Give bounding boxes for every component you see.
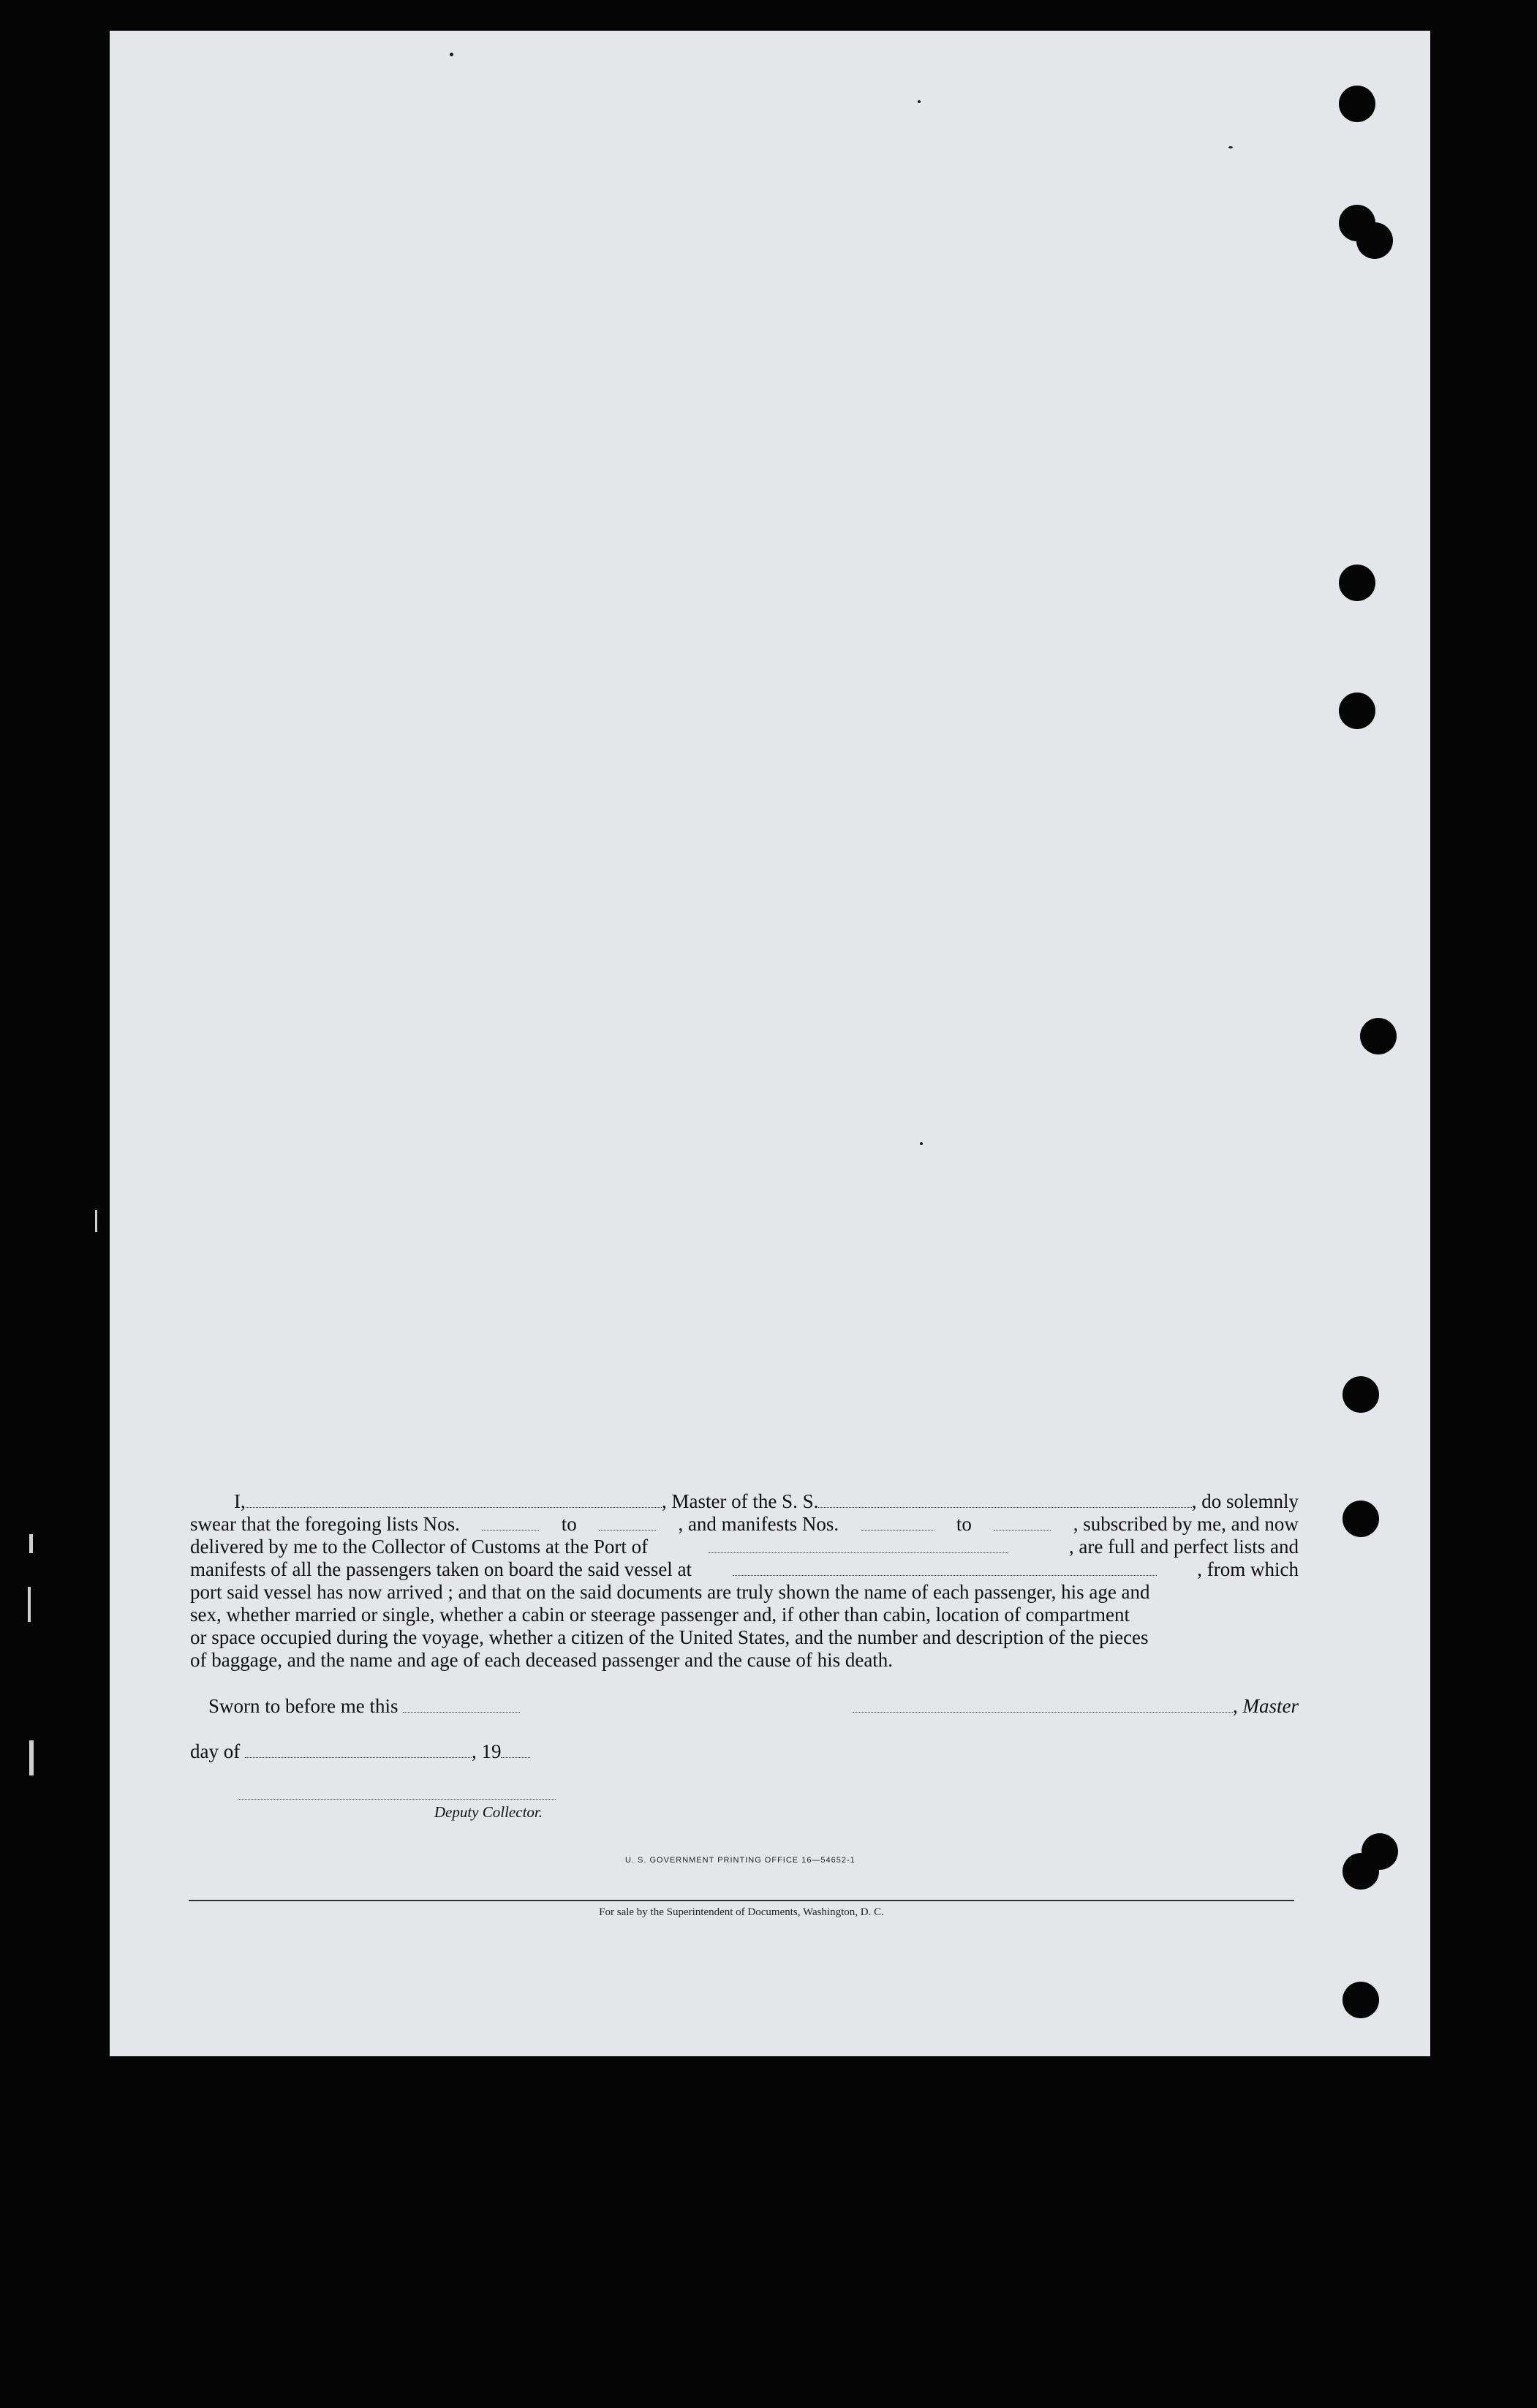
- manifest-to-field[interactable]: [994, 1514, 1051, 1531]
- month-field[interactable]: [245, 1741, 472, 1758]
- sale-note: For sale by the Superintendent of Documents, Washington, D. C.: [599, 1906, 884, 1918]
- oath-text: or space occupied during the voyage, whether a citizen of the United States, and the number and description of the pieces: [190, 1626, 1149, 1648]
- punch-hole: [1342, 1982, 1379, 2018]
- oath-text: of baggage, and the name and age of each deceased passenger and the cause of his death.: [190, 1649, 894, 1671]
- scan-artifact: [95, 1210, 97, 1232]
- scan-speck: [920, 1142, 923, 1145]
- punch-hole: [1339, 86, 1375, 122]
- oath-text: , subscribed by me, and now: [1073, 1513, 1299, 1535]
- oath-line: [190, 1649, 1299, 1672]
- sworn-date-field[interactable]: [403, 1696, 520, 1713]
- oath-text: delivered by me to the Collector of Customs at the Port of: [190, 1536, 649, 1558]
- oath-text: I,: [234, 1490, 246, 1512]
- oath-line: [190, 1604, 1299, 1626]
- day-label: day of: [190, 1740, 241, 1762]
- oath-text: to: [956, 1513, 972, 1535]
- punch-hole: [1360, 1018, 1397, 1054]
- oath-text: to: [561, 1513, 577, 1535]
- master-signature-field[interactable]: [853, 1696, 1233, 1713]
- punch-hole: [1342, 1501, 1379, 1537]
- list-to-field[interactable]: [599, 1514, 656, 1531]
- punch-hole: [1342, 1376, 1379, 1413]
- sworn-statement: [208, 1695, 520, 1718]
- scan-speck: [1228, 146, 1233, 148]
- year-label: , 19: [471, 1740, 502, 1762]
- oath-text: , Master of the S. S.: [661, 1490, 819, 1512]
- oath-text: , from which: [1197, 1558, 1299, 1580]
- divider: [189, 1900, 1294, 1901]
- list-from-field[interactable]: [482, 1514, 539, 1531]
- punch-hole: [1342, 1853, 1379, 1890]
- printing-office-imprint: U. S. GOVERNMENT PRINTING OFFICE 16—54652-1: [625, 1856, 856, 1865]
- scan-artifact: [28, 1587, 31, 1622]
- oath-text: manifests of all the passengers taken on board the said vessel at: [190, 1558, 692, 1580]
- master-name-field[interactable]: [246, 1491, 662, 1508]
- deputy-signature-field[interactable]: [238, 1799, 556, 1800]
- deputy-collector-label: Deputy Collector.: [434, 1803, 543, 1821]
- oath-paragraph: [190, 1490, 1299, 1672]
- master-signature: [853, 1695, 1299, 1718]
- scan-artifact: [29, 1740, 34, 1775]
- oath-text: sex, whether married or single, whether a cabin or steerage passenger and, if other than cabin, location of compartment: [190, 1604, 1130, 1626]
- oath-line: [190, 1581, 1299, 1604]
- port-field[interactable]: [709, 1536, 1008, 1553]
- punch-hole: [1356, 222, 1393, 259]
- punch-hole: [1339, 565, 1375, 601]
- day-row: [190, 1740, 629, 1763]
- oath-line: [190, 1626, 1299, 1649]
- oath-line: [190, 1513, 1299, 1536]
- oath-line: [190, 1536, 1299, 1558]
- scan-speck: [918, 100, 921, 103]
- sworn-row: [190, 1695, 1299, 1718]
- sworn-text: Sworn to before me this: [208, 1695, 399, 1717]
- departure-port-field[interactable]: [733, 1559, 1157, 1576]
- oath-line: [190, 1490, 1299, 1513]
- year-field[interactable]: [501, 1741, 530, 1758]
- scan-artifact: [29, 1534, 33, 1553]
- scan-speck: [450, 53, 453, 56]
- master-label: , Master: [1233, 1695, 1299, 1717]
- oath-text: port said vessel has now arrived ; and that on the said documents are truly shown the name of each passenger, his age and: [190, 1581, 1150, 1603]
- oath-text: , do solemnly: [1191, 1490, 1299, 1512]
- oath-text: , and manifests Nos.: [678, 1513, 839, 1535]
- oath-text: swear that the foregoing lists Nos.: [190, 1513, 460, 1535]
- punch-hole: [1339, 692, 1375, 729]
- manifest-from-field[interactable]: [861, 1514, 934, 1531]
- vessel-name-field[interactable]: [818, 1491, 1191, 1508]
- oath-text: , are full and perfect lists and: [1068, 1536, 1299, 1558]
- oath-line: [190, 1558, 1299, 1581]
